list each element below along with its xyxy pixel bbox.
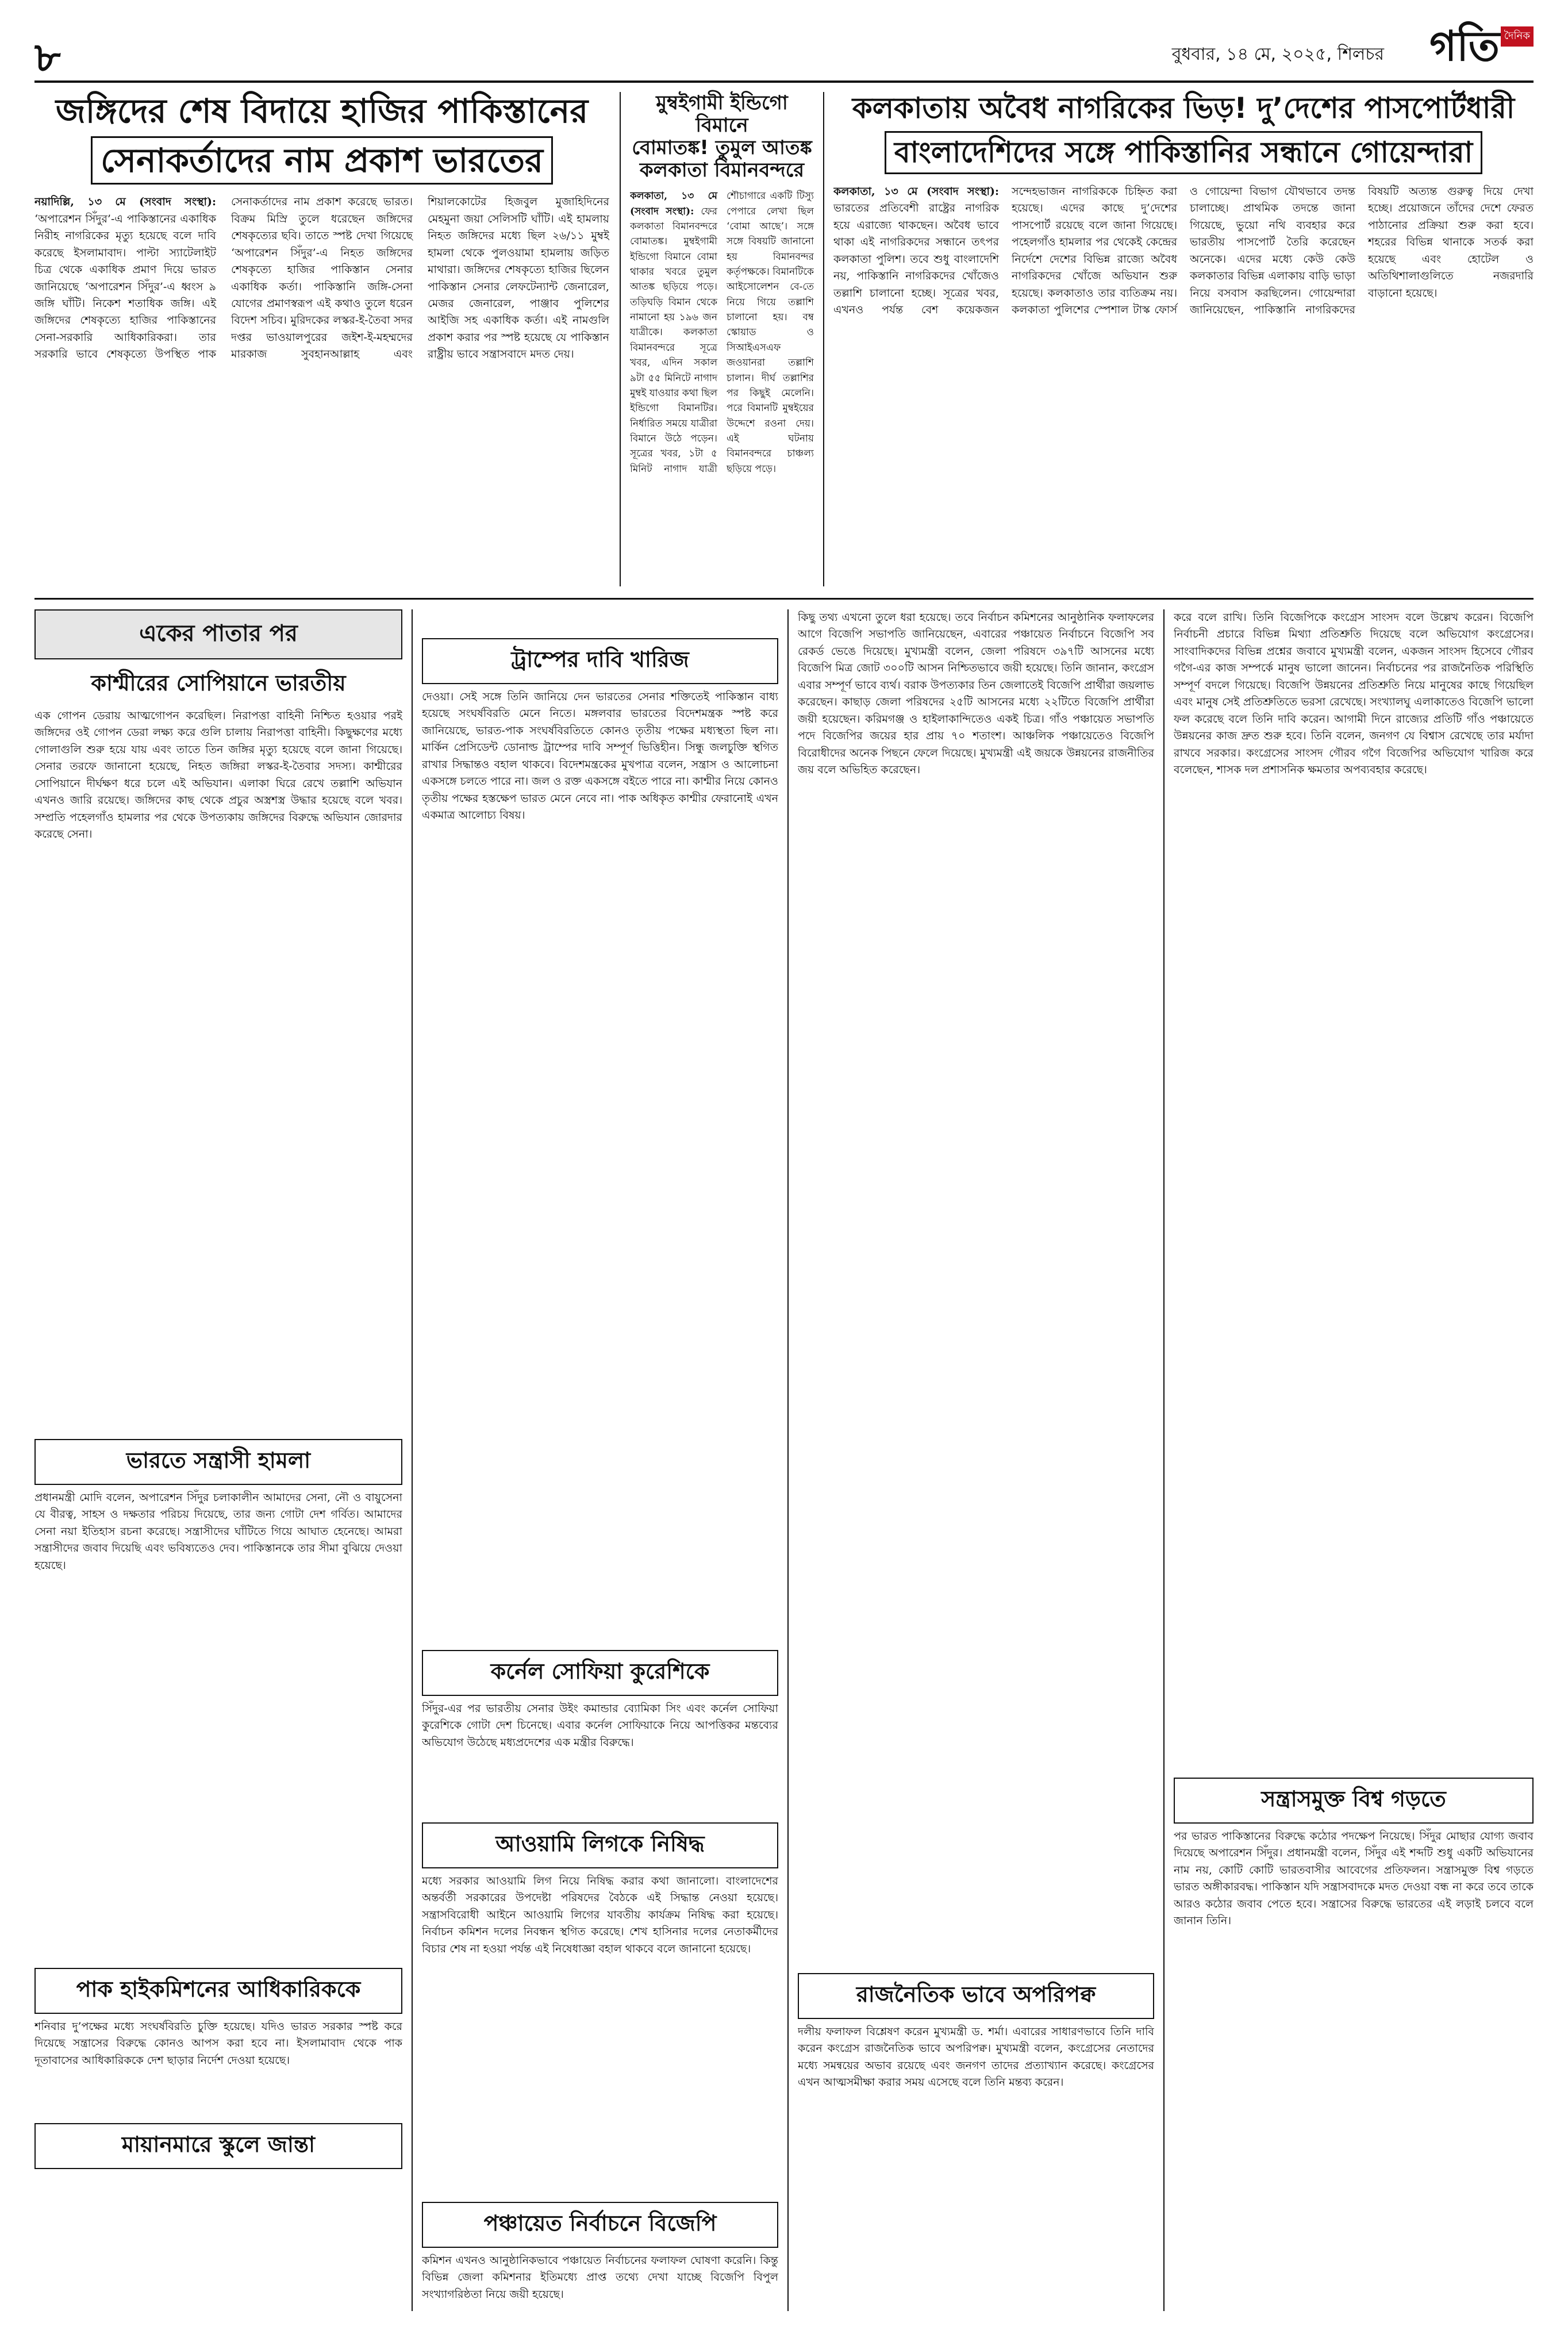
story-text: ‘অপারেশন সিঁদুর’-এ পাকিস্তানের একাধিক নিরীহ নাগরিকের মৃত্যু হয়েছে বলে দাবি করেছে ইসলামাবাদ। পাল্টা স্যাটেলাইট চিত্র থেকে একাধিক প্রমাণ দিয়ে ভারত জানিয়েছে ‘অপারেশন সিঁদুর’-এ ধ্বংস ৯ জঙ্গি ঘাঁটি। নিকেশ শতাধিক জঙ্গি। এই জঙ্গিদের শেষকৃত্যে হাজির পাকিস্তানের সেনা-সরকারি আধিকারিকরা। তার সরকারি ভাবে শেষকৃত্যে উপস্থিত পাক সেনাকর্তাদের নাম প্রকাশ করেছে ভারত। বিক্রম মিস্রি তুলে ধরেছেন জঙ্গিদের শেষকৃত্যের ছবি। তাতে স্পষ্ট দেখা গিয়েছে ‘অপারেশন সিঁদুর’-এ নিহত জঙ্গিদের শেষকৃত্যে হাজির পাকিস্তান সেনার একাধিক কর্তা। পাকিস্তানি জঙ্গি-সেনা যোগের প্রমাণস্বরূপ এই কথাও তুলে ধরেন বিদেশ সচিব। মুরিদকের লস্কর-ই-তৈবা সদর দপ্তর ভাওয়ালপুরের জইশ-ই-মহম্মদের মারকাজ সুবহানআল্লাহ এবং শিয়ালকোটের হিজবুল মুজাহিদিনের মেহমুনা জয়া সেলিসটি ঘাঁটি। এই হামলায় নিহত জঙ্গিদের মধ্যে ছিল ২৬/১১ মুম্বই হামলা থেকে পুলওয়ামা হামলায় জড়িত মাথারা। জঙ্গিদের শেষকৃত্যে হাজির ছিলেন পাকিস্তান সেনার লেফটেন্যান্ট জেনারেল, মেজর জেনারেল, পাঞ্জাব পুলিশের আইজি সহ একাধিক কর্তা। এই নামগুলি প্রকাশ করার পর স্পষ্ট হয়েছে যে পাকিস্তান রাষ্ট্রীয় ভাবে সন্ত্রাসবাদে মদত দেয়। [34, 195, 609, 361]
story-text: ভারতের প্রতিবেশী রাষ্ট্রের নাগরিক হয়ে এরাজ্যে থাকছেন। অবৈধ ভাবে থাকা এই নাগরিকদের সন্ধানে তৎপর কলকাতা পুলিশ। তবে শুধু বাংলাদেশি নয়, পাকিস্তানি নাগরিকদের খোঁজেও তল্লাশি চালানো হচ্ছে। সূত্রের খবর, এখনও পর্যন্ত বেশ কয়েকজন সন্দেহভাজন নাগরিককে চিহ্নিত করা হয়েছে। এদের কাছে দু’দেশের পাসপোর্ট রয়েছে বলে জানা গিয়েছে। পহেলগাঁও হামলার পর থেকেই কেন্দ্রের নির্দেশে দেশের বিভিন্ন রাজ্যে অবৈধ নাগরিকদের খোঁজে অভিযান শুরু হয়েছে। কলকাতাও তার ব্যতিক্রম নয়। কলকাতা পুলিশের স্পেশাল টাস্ক ফোর্স ও গোয়েন্দা বিভাগ যৌথভাবে তদন্ত চালাচ্ছে। প্রাথমিক তদন্তে জানা গিয়েছে, ভুয়ো নথি ব্যবহার করে ভারতীয় পাসপোর্ট তৈরি করেছেন অনেকে। এদের মধ্যে কেউ কেউ কলকাতার বিভিন্ন এলাকায় বাড়ি ভাড়া নিয়ে বসবাস করছিলেন। গোয়েন্দারা জানিয়েছেন, পাকিস্তানি নাগরিকদের বিষয়টি অত্যন্ত গুরুত্ব দিয়ে দেখা হচ্ছে। প্রয়োজনে তাঁদের দেশে ফেরত পাঠানোর প্রক্রিয়া শুরু করা হবে। শহরের বিভিন্ন থানাকে সতর্ক করা হয়েছে এবং হোটেল ও অতিথিশালাগুলিতে নজরদারি বাড়ানো হয়েছে। [833, 185, 1534, 317]
awami-body: মধ্যে সরকার আওয়ামি লিগ নিয়ে নিষিদ্ধ করার কথা জানালো। বাংলাদেশের অন্তর্বর্তী সরকারের উপদেষ্টা পরিষদের বৈঠকে এই সিদ্ধান্ত নেওয়া হয়েছে। সন্ত্রাসবিরোধী আইনে আওয়ামি লিগের যাবতীয় কার্যক্রম নিষিদ্ধ করা হয়েছে। নির্বাচন কমিশন দলের নিবন্ধন স্থগিত করেছে। শেখ হাসিনার দলের নেতাকর্মীদের বিচার শেষ না হওয়া পর্যন্ত এই নিষেধাজ্ঞা বহাল থাকবে বলে জানানো হয়েছে। [422, 1875, 778, 1955]
story-lead: কলকাতা, ১৩ মে (সংবাদ সংস্থা): [630, 190, 717, 217]
continued-banner: একের পাতার পর [34, 609, 402, 659]
column-rule [1163, 609, 1165, 2311]
myanmar-title: মায়ানমারে স্কুলে জান্তা [34, 2123, 402, 2169]
pak-title: পাক হাইকমিশনের আধিকারিককে [34, 1968, 402, 2014]
terror-body: প্রধানমন্ত্রী মোদি বলেন, অপারেশন সিঁদুর চলাকালীন আমাদের সেনা, নৌ ও বায়ুসেনা যে বীরত্ব, সাহস ও দক্ষতার পরিচয় দিয়েছে, তার জন্য গোটা দেশ গর্বিত। আমাদের সেনা নয়া ইতিহাস রচনা করেছে। সন্ত্রাসীদের ঘাঁটিতে গিয়ে আঘাত হেনেছে। আমরা সন্ত্রাসীদের জবাব দিয়েছি এবং ভবিষ্যতেও দেব। পাকিস্তানকে তার সীমা বুঝিয়ে দেওয়া হয়েছে। [34, 1491, 402, 1572]
story-body [34, 194, 609, 562]
column-trump [422, 609, 778, 2311]
kashmir-title: কাশ্মীরের সোপিয়ানে ভারতীয় [91, 670, 346, 696]
trump-title: ট্রাম্পের দাবি খারিজ [422, 638, 778, 684]
column-rule [620, 92, 621, 586]
newspaper-page [34, 23, 1534, 2323]
headline-line2: সেনাকর্তাদের নাম প্রকাশ ভারতের [91, 136, 553, 185]
story-text: ফের কলকাতা বিমানবন্দরে বোমাতঙ্ক। মুম্বইগামী ইন্ডিগো বিমানে বোমা থাকার খবরে তুমুল আতঙ্ক ছড়িয়ে পড়ে। তড়িঘড়ি বিমান থেকে নামানো হয় ১৯৬ জন যাত্রীকে। কলকাতা বিমানবন্দরে সূত্রে খবর, এদিন সকাল ৯টা ৫৫ মিনিটে নাগাদ মুম্বই যাওয়ার কথা ছিল ইন্ডিগো বিমানটির। নির্ধারিত সময়ে যাত্রীরা বিমানে উঠে পড়েন। সূত্রের খবর, ১টা ৫ মিনিট নাগাদ যাত্রী শৌচাগারে একটি টিস্যু পেপারে লেখা ছিল ‘বোমা আছে’। সঙ্গে সঙ্গে বিষয়টি জানানো হয় বিমানবন্দর কর্তৃপক্ষকে। বিমানটিকে আইসোলেশন বে-তে নিয়ে গিয়ে তল্লাশি চালানো হয়। বম্ব স্কোয়াড ও সিআইএসএফ জওয়ানরা তল্লাশি চালান। দীর্ঘ তল্লাশির পর কিছুই মেলেনি। পরে বিমানটি মুম্বইয়ের উদ্দেশে রওনা দেয়। এই ঘটনায় বিমানবন্দরে চাঞ্চল্য ছড়িয়ে পড়ে। [630, 190, 814, 475]
headline-line3: কলকাতা বিমানবন্দরে [639, 159, 805, 182]
page-number: ৮ [34, 33, 61, 81]
trump-body: দেওয়া। সেই সঙ্গে তিনি জানিয়ে দেন ভারতের সেনার শক্তিতেই পাকিস্তান বাধ্য হয়েছে সংঘর্ষবিরতি মেনে নিতে। মঙ্গলবার ভারতের বিদেশমন্ত্রক স্পষ্ট করে জানিয়েছে, ভারত-পাক সংঘর্ষবিরতিতে কোনও তৃতীয় পক্ষের মধ্যস্থতা ছিল না। মার্কিন প্রেসিডেন্ট ডোনাল্ড ট্রাম্পের দাবি সম্পূর্ণ ভিত্তিহীন। সিন্ধু জলচুক্তি স্থগিত রাখার সিদ্ধান্তও বহাল থাকবে। বিদেশমন্ত্রকের মুখপাত্র বলেন, সন্ত্রাস ও আলোচনা একসঙ্গে চলতে পারে না। জল ও রক্ত একসঙ্গে বইতে পারে না। কাশ্মীর নিয়ে কোনও তৃতীয় পক্ষের হস্তক্ষেপ ভারত মেনে নেবে না। পাক অধিকৃত কাশ্মীর ফেরানোই এখন একমাত্র আলোচ্য বিষয়। [422, 690, 778, 822]
panchayat-continued-body: কিছু তথ্য এখনো তুলে ধরা হয়েছে। তবে নির্বাচন কমিশনের আনুষ্ঠানিক ফলাফলের আগে বিজেপি সভাপতি জানিয়েছেন, এবারের পঞ্চায়েত নির্বাচনে বিজেপি সব রেকর্ড ভেঙে দিয়েছে। মুখ্যমন্ত্রী বলেন, জেলা পরিষদে ৩৯৭টি আসনের মধ্যে বিজেপি মিত্র জোট ৩০০টি আসন নিশ্চিতভাবে জয়ী হয়েছে। তিনি জানান, কংগ্রেস এবার সম্পূর্ণ ভাবে ব্যর্থ। বরাক উপত্যকার তিন জেলাতেই বিজেপি প্রার্থীরা জয়লাভ করেছেন। কাছাড় জেলা পরিষদের ২৫টি আসনের মধ্যে ২২টিতে বিজেপি প্রার্থীরা জয়ী হয়েছেন। করিমগঞ্জ ও হাইলাকান্দিতেও একই চিত্র। গাঁও পঞ্চায়েত সভাপতি পদে বিজেপির জয়ের হার প্রায় ৭০ শতাংশ। আঞ্চলিক পঞ্চায়েতেও বিজেপি বিরোধীদের অনেক পিছনে ফেলে দিয়েছে। মুখ্যমন্ত্রী এই জয়কে উন্নয়নের রাজনীতির জয় বলে অভিহিত করেছেন। [798, 611, 1154, 776]
headline-line1: মুম্বইগামী ইন্ডিগো বিমানে [656, 91, 788, 137]
politics-body: দলীয় ফলাফল বিশ্লেষণ করেন মুখ্যমন্ত্রী ড. শর্মা। এবারের সাধারণভাবে তিনি দাবি করেন কংগ্রেস রাজনৈতিক ভাবে অপরিপক্ব। মুখ্যমন্ত্রী বলেন, কংগ্রেসের নেতাদের মধ্যে সমন্বয়ের অভাব রয়েছে এবং জনগণ তাদের প্রত্যাখ্যান করেছে। কংগ্রেসের এখন আত্মসমীক্ষা করার সময় এসেছে বলে তিনি মন্তব্য করেন। [798, 2025, 1154, 2089]
story-body [630, 189, 814, 591]
column-cm [1174, 609, 1534, 2311]
top-section [34, 92, 1534, 592]
story-bomb-scare [630, 92, 814, 586]
panchayat-body: কমিশন এখনও আনুষ্ঠানিকভাবে পঞ্চায়েত নির্বাচনের ফলাফল ঘোষণা করেনি। কিন্তু বিভিন্ন জেলা কমিশনার ইতিমধ্যে প্রাপ্ত তথ্যে দেখা যাচ্ছে বিজেপি বিপুল সংখ্যাগরিষ্ঠতা নিয়ে জয়ী হয়েছে। [422, 2254, 778, 2301]
section-rule [34, 598, 1534, 600]
story-militant-funeral [34, 92, 609, 586]
column-rule [823, 92, 824, 586]
sofia-body: সিঁদুর-এর পর ভারতীয় সেনার উইং কমান্ডার ব্যোমিকা সিং এবং কর্নেল সোফিয়া কুরেশিকে গোটা দেশ চিনেছে। এবার কর্নেল সোফিয়াকে নিয়ে আপত্তিকর মন্তব্যের অভিযোগ উঠেছে মধ্যপ্রদেশের এক মন্ত্রীর বিরুদ্ধে। [422, 1702, 778, 1749]
headline-line2: বোমাতঙ্ক! তুমুল আতঙ্ক [632, 136, 812, 160]
terror-title: ভারতে সন্ত্রাসী হামলা [34, 1439, 402, 1485]
dateline: বুধবার, ১৪ মে, ২০২৫, শিলচর [1171, 44, 1384, 64]
headline-line1: জঙ্গিদের শেষ বিদায়ে হাজির পাকিস্তানের [55, 91, 589, 131]
headline-line2: বাংলাদেশিদের সঙ্গে পাকিস্তানির সন্ধানে গোয়েন্দারা [885, 131, 1482, 175]
terror-free-title: সন্ত্রাসমুক্ত বিশ্ব গড়তে [1174, 1778, 1534, 1824]
masthead [34, 23, 1534, 83]
headline-line1: কলকাতায় অবৈধ নাগরিকের ভিড়! দু’দেশের পাসপোর্টধারী [852, 91, 1515, 125]
kashmir-body: এক গোপন ডেরায় আত্মগোপন করেছিল। নিরাপত্তা বাহিনী নিশ্চিত হওয়ার পরই জঙ্গিদের ওই গোপন ডেরা লক্ষ্য করে গুলি চালায় নিরাপত্তা বাহিনী। কিছুক্ষণের মধ্যে গোলাগুলি শুরু হয়ে যায় এবং তাতে তিন জঙ্গির মৃত্যু হয়েছে বলে জানা গিয়েছে। সেনার তরফে জানানো হয়েছে, নিহত জঙ্গিরা লস্কর-ই-তৈবার সদস্য। কাশ্মীরের সোপিয়ানে দীর্ঘক্ষণ ধরে চলে এই অভিযান। এলাকা ঘিরে রেখে তল্লাশি অভিযান এখনও জারি রয়েছে। জঙ্গিদের কাছ থেকে প্রচুর অস্ত্রশস্ত্র উদ্ধার হয়েছে বলে খবর। সম্প্রতি পহেলগাঁও হামলার পর থেকে উপত্যকায় জঙ্গিদের বিরুদ্ধে অভিযান জোরদার করেছে সেনা। [34, 709, 402, 841]
story-illegal-citizens [833, 92, 1534, 586]
column-rule [787, 609, 789, 2311]
newspaper-logo [1396, 23, 1534, 76]
sofia-title: কর্নেল সোফিয়া কুরেশিকে [422, 1650, 778, 1696]
politics-title: রাজনৈতিক ভাবে অপরিপক্ব [798, 1973, 1154, 2019]
awami-title: আওয়ামি লিগকে নিষিদ্ধ [422, 1822, 778, 1868]
column-panchayat [798, 609, 1154, 2311]
column-rule [412, 609, 413, 2311]
logo-tag: দৈনিক [1501, 26, 1534, 47]
panchayat-title: পঞ্চায়েত নির্বাচনে বিজেপি [422, 2202, 778, 2248]
cm-body: করে বলে রাখি। তিনি বিজেপিকে কংগ্রেস সাংসদ বলে উল্লেখ করেন। বিজেপি নির্বাচনী প্রচারে বিভিন্ন মিথ্যা প্রতিশ্রুতি দিয়েছে বলে অভিযোগ কংগ্রেসের। সাংবাদিকদের বিভিন্ন প্রশ্নের জবাবে মুখ্যমন্ত্রী বলেন, একজন সাংসদ হিসেবে গৌরব গগৈ-এর কাজ সম্পর্কে মানুষ ভালো জানেন। নির্বাচনের পর রাজনৈতিক পরিস্থিতি সম্পূর্ণ বদলে গিয়েছে। বিজেপি উন্নয়নের প্রতিশ্রুতি নিয়ে মানুষের কাছে গিয়েছিল এবং মানুষ সেই প্রতিশ্রুতিতে ভরসা রেখেছে। সংখ্যালঘু এলাকাতেও বিজেপি ভালো ফল করেছে বলে তিনি দাবি করেন। আগামী দিনে রাজ্যের প্রতিটি গাঁও পঞ্চায়েতে উন্নয়নের কাজ দ্রুত শুরু হবে। তিনি বলেন, জনগণ যে বিশ্বাস রেখেছে তার মর্যাদা রাখবে সরকার। কংগ্রেসের সাংসদ গৌরব গগৈ বিজেপির অভিযোগ খারিজ করে বলেছেন, শাসক দল প্রশাসনিক ক্ষমতার অপব্যবহার করেছে। [1174, 611, 1534, 776]
terror-free-body: পর ভারত পাকিস্তানের বিরুদ্ধে কঠোর পদক্ষেপ নিয়েছে। সিঁদুর মোছার যোগ্য জবাব দিয়েছে অপারেশন সিঁদুর। প্রধানমন্ত্রী বলেন, সিঁদুর এই শব্দটি শুধু একটি অভিযানের নাম নয়, কোটি কোটি ভারতবাসীর আবেগের প্রতিফলন। সন্ত্রাসমুক্ত বিশ্ব গড়তে ভারত অঙ্গীকারবদ্ধ। পাকিস্তান যদি সন্ত্রাসবাদকে মদত দেওয়া বন্ধ না করে তবে তাকে আরও কঠোর জবাব পেতে হবে। সন্ত্রাসের বিরুদ্ধে ভারতের এই লড়াই চলবে বলে জানান তিনি। [1174, 1830, 1534, 1928]
story-lead: নয়াদিল্লি, ১৩ মে (সংবাদ সংস্থা): [34, 195, 216, 209]
column-continued [34, 609, 402, 2311]
logo-text: গতি [1429, 21, 1500, 70]
story-lead: কলকাতা, ১৩ মে (সংবাদ সংস্থা): [833, 185, 999, 198]
story-body [833, 183, 1534, 551]
pak-body: শনিবার দু’পক্ষের মধ্যে সংঘর্ষবিরতি চুক্তি হয়েছে। যদিও ভারত সরকার স্পষ্ট করে দিয়েছে সন্ত্রাসের বিরুদ্ধে কোনও আপস করা হবে না। ইসলামাবাদ থেকে পাক দূতাবাসের আধিকারিককে দেশ ছাড়ার নির্দেশ দেওয়া হয়েছে। [34, 2020, 402, 2067]
